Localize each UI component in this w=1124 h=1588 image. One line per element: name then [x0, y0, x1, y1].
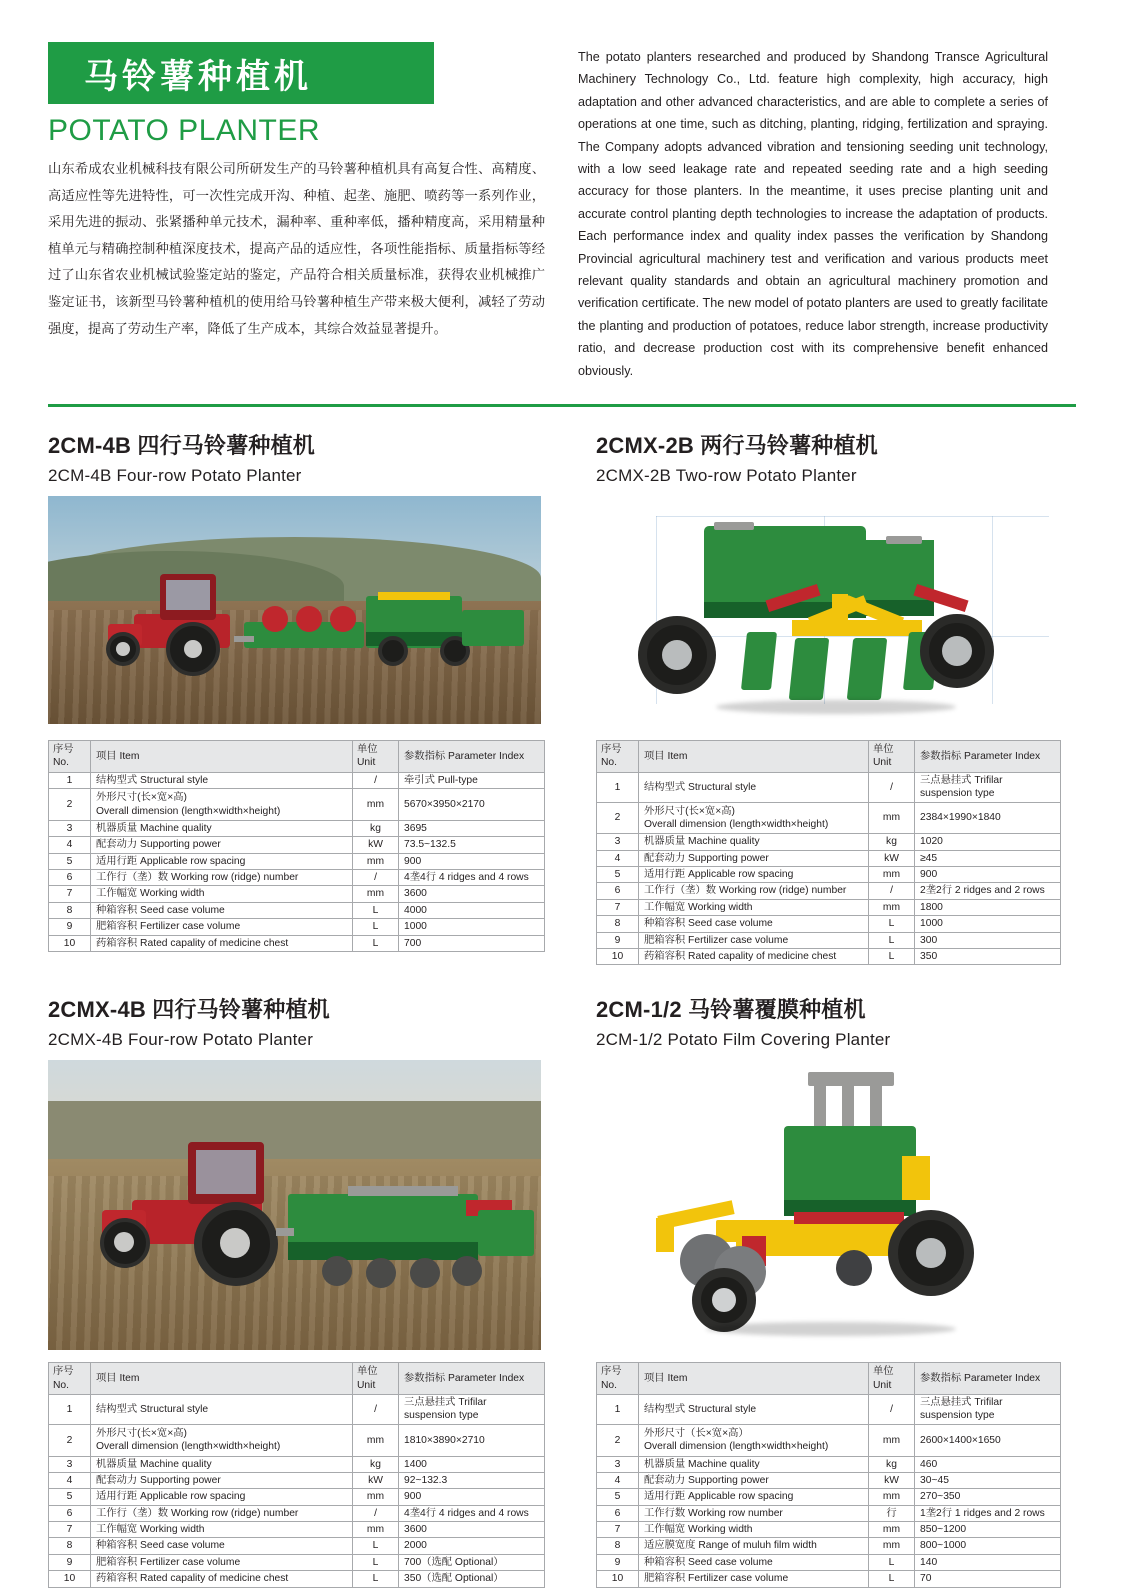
- table-row: [49, 1571, 545, 1587]
- th-unit: 单位 Unit: [353, 741, 399, 773]
- table-row: [597, 1522, 1061, 1538]
- cell-unit: mm: [869, 1424, 915, 1456]
- cell-index: 1垄2行 1 ridges and 2 rows: [915, 1505, 1061, 1521]
- table-header-row: [597, 741, 1061, 773]
- cell-index: 30~45: [915, 1472, 1061, 1488]
- table-row: [49, 870, 545, 886]
- cell-unit: L: [353, 1571, 399, 1587]
- product-title-english: 2CMX-2B Two-row Potato Planter: [596, 466, 857, 486]
- th-no: 序号 No.: [597, 741, 639, 773]
- th-item: 项目 Item: [91, 741, 353, 773]
- cell-unit: mm: [869, 867, 915, 883]
- cell-unit: L: [869, 1554, 915, 1570]
- cell-no: 5: [49, 1489, 91, 1505]
- cell-item: 机器质量 Machine quality: [639, 1456, 869, 1472]
- table-row: [597, 1571, 1061, 1587]
- cell-no: 5: [597, 867, 639, 883]
- th-no: 序号 No.: [49, 741, 91, 773]
- cell-unit: /: [869, 772, 915, 802]
- th-unit: 单位 Unit: [869, 1363, 915, 1395]
- product-title-english: 2CM-1/2 Potato Film Covering Planter: [596, 1030, 891, 1050]
- page-title: 马铃薯种植机: [48, 42, 434, 104]
- cell-index: 1810×3890×2710: [399, 1424, 545, 1456]
- table-row: [597, 1554, 1061, 1570]
- table-row: [597, 1505, 1061, 1521]
- cell-no: 3: [597, 834, 639, 850]
- cell-item: 工作行（垄）数 Working row (ridge) number: [91, 1505, 353, 1521]
- table-row: [49, 820, 545, 836]
- cell-no: 9: [49, 1554, 91, 1570]
- table-row: [597, 1424, 1061, 1456]
- cell-unit: kg: [353, 1456, 399, 1472]
- product-title-english: 2CM-4B Four-row Potato Planter: [48, 466, 302, 486]
- cell-index: 73.5~132.5: [399, 837, 545, 853]
- product-photo-2cmx-2b: [596, 496, 1089, 724]
- cell-no: 6: [49, 1505, 91, 1521]
- table-header-row: [597, 1363, 1061, 1395]
- cell-no: 1: [597, 1395, 639, 1425]
- cell-index: 92~132.3: [399, 1472, 545, 1488]
- cell-item: 配套动力 Supporting power: [639, 1472, 869, 1488]
- cell-index: 800~1000: [915, 1538, 1061, 1554]
- cell-no: 9: [597, 932, 639, 948]
- cell-no: 10: [597, 1571, 639, 1587]
- cell-index: 700: [399, 935, 545, 951]
- cell-no: 4: [49, 837, 91, 853]
- product-2cm-1-2: [596, 993, 1124, 1587]
- cell-no: 6: [597, 883, 639, 899]
- cell-item: 肥箱容积 Fertilizer case volume: [639, 1571, 869, 1587]
- cell-index: 900: [399, 1489, 545, 1505]
- cell-unit: /: [353, 870, 399, 886]
- cell-item: 配套动力 Supporting power: [639, 850, 869, 866]
- product-photo-2cmx-4b: [48, 1060, 541, 1350]
- table-row: [597, 834, 1061, 850]
- cell-item: 肥箱容积 Fertilizer case volume: [639, 932, 869, 948]
- product-title-chinese: 2CM-1/2 马铃薯覆膜种植机: [596, 997, 866, 1023]
- cell-item: 药箱容积 Rated capality of medicine chest: [91, 935, 353, 951]
- cell-item: 配套动力 Supporting power: [91, 1472, 353, 1488]
- table-row: [597, 932, 1061, 948]
- table-row: [49, 837, 545, 853]
- table-row: [597, 916, 1061, 932]
- cell-no: 3: [49, 820, 91, 836]
- cell-item: 机器质量 Machine quality: [639, 834, 869, 850]
- spec-table-2cm-4b: [48, 740, 545, 952]
- table-row: [597, 948, 1061, 964]
- spec-table-2cmx-4b: [48, 1362, 545, 1587]
- cell-item: 工作幅宽 Working width: [639, 1522, 869, 1538]
- cell-unit: mm: [869, 899, 915, 915]
- th-no: 序号 No.: [597, 1363, 639, 1395]
- cell-index: 460: [915, 1456, 1061, 1472]
- cell-unit: L: [353, 935, 399, 951]
- th-unit: 单位 Unit: [353, 1363, 399, 1395]
- cell-index: 1000: [915, 916, 1061, 932]
- cell-index: 4000: [399, 902, 545, 918]
- product-2cm-4b: [48, 429, 576, 965]
- cell-unit: L: [869, 1571, 915, 1587]
- cell-index: 5670×3950×2170: [399, 789, 545, 821]
- cell-index: 140: [915, 1554, 1061, 1570]
- cell-index: 2600×1400×1650: [915, 1424, 1061, 1456]
- cell-no: 9: [49, 919, 91, 935]
- cell-no: 7: [597, 899, 639, 915]
- cell-unit: mm: [869, 1522, 915, 1538]
- product-grid: [0, 429, 1124, 1588]
- cell-no: 1: [597, 772, 639, 802]
- cell-item: [91, 1424, 353, 1456]
- table-row: [597, 883, 1061, 899]
- cell-unit: mm: [869, 1489, 915, 1505]
- table-row: [49, 1538, 545, 1554]
- cell-item: 适用行距 Applicable row spacing: [639, 1489, 869, 1505]
- cell-index: 2垄2行 2 ridges and 2 rows: [915, 883, 1061, 899]
- cell-item-line2: Overall dimension (length×width×height): [96, 805, 281, 817]
- cell-unit: kW: [353, 1472, 399, 1488]
- cell-no: 8: [49, 902, 91, 918]
- cell-item: 适用行距 Applicable row spacing: [91, 1489, 353, 1505]
- cell-no: 2: [597, 802, 639, 834]
- cell-no: 3: [597, 1456, 639, 1472]
- cell-item: 机器质量 Machine quality: [91, 820, 353, 836]
- cell-no: 10: [49, 935, 91, 951]
- table-row: [597, 1489, 1061, 1505]
- cell-item: 工作幅宽 Working width: [91, 886, 353, 902]
- table-row: [49, 789, 545, 821]
- cell-item: 配套动力 Supporting power: [91, 837, 353, 853]
- cell-unit: mm: [353, 1489, 399, 1505]
- cell-index: 3695: [399, 820, 545, 836]
- product-title-chinese: 2CMX-4B 四行马铃薯种植机: [48, 997, 330, 1023]
- cell-item: [91, 789, 353, 821]
- product-photo-2cm-4b: [48, 496, 541, 724]
- table-row: [597, 899, 1061, 915]
- table-header-row: [49, 741, 545, 773]
- cell-unit: /: [353, 1395, 399, 1425]
- cell-unit: /: [353, 1505, 399, 1521]
- cell-no: 7: [49, 886, 91, 902]
- cell-no: 4: [597, 1472, 639, 1488]
- cell-unit: 行: [869, 1505, 915, 1521]
- table-row: [597, 1395, 1061, 1425]
- cell-unit: L: [869, 932, 915, 948]
- cell-index: 3600: [399, 886, 545, 902]
- cell-unit: /: [869, 1395, 915, 1425]
- table-row: [49, 1395, 545, 1425]
- cell-unit: kg: [869, 834, 915, 850]
- cell-unit: kW: [869, 1472, 915, 1488]
- cell-item: 种箱容积 Seed case volume: [91, 1538, 353, 1554]
- cell-no: 9: [597, 1554, 639, 1570]
- cell-no: 2: [49, 1424, 91, 1456]
- table-row: [49, 1505, 545, 1521]
- table-row: [49, 1456, 545, 1472]
- cell-no: 5: [597, 1489, 639, 1505]
- cell-item-line2: Overall dimension (length×width×height): [96, 1441, 281, 1453]
- page-header: [0, 0, 1124, 382]
- cell-index: 700（选配 Optional）: [399, 1554, 545, 1570]
- intro-paragraph-english: The potato planters researched and produced by Shandong Transce Agricultural Machinery Technology Co., Ltd. feature high complexity, high accuracy, high adaptation and other advanced characteristics, and are able to complete a series of operations at one time, such as ditching, planting, ridging, fertilization and spraying. The Company adopts advanced vibration and tensioning seeding unit technology, with a low seed leakage rate and repeated seeding rate and a high seeding accuracy for those planters. In the meantime, it uses precise planting unit and accurate control planting depth technologies to increase the adaptation of products. Each performance index and quality index passes the verification by Shandong Provincial agricultural machinery test and verification and various products meet relevant quality standards and obtain an agricultural machinery promotion and verification certificate. The new model of potato planters are used to greatly facilitate the planting and production of potatoes, reduce labor strength, increase productivity ratio, and decrease production cost with its comprehensive benefit enhanced obviously.: [578, 50, 1048, 378]
- table-row: [49, 1522, 545, 1538]
- intro-paragraph-chinese: 山东希成农业机械科技有限公司所研发生产的马铃薯种植机具有高复合性、高精度、高适应性等先进特性，可一次性完成开沟、种植、起垄、施肥、喷药等一系列作业，采用先进的振动、张紧播种单元技术，漏种率、重种率低，播种精度高，采用精量种植单元与精确控制种植深度技术，提高产品的适应性，各项性能指标、质量指标等经过了山东省农业机械试验鉴定站的鉴定，产品符合相关质量标准，获得农业机械推广鉴定证书，该新型马铃薯种植机的使用给马铃薯种植生产带来极大便利，减轻了劳动强度，提高了劳动生产率，降低了生产成本，其综合效益显著提升。: [48, 161, 545, 336]
- th-no: 序号 No.: [49, 1363, 91, 1395]
- table-row: [597, 850, 1061, 866]
- table-row: [597, 1456, 1061, 1472]
- spec-table-2cmx-2b: [596, 740, 1061, 965]
- cell-index: 900: [399, 853, 545, 869]
- cell-item: 药箱容积 Rated capality of medicine chest: [639, 948, 869, 964]
- cell-index: 270~350: [915, 1489, 1061, 1505]
- cell-no: 6: [597, 1505, 639, 1521]
- th-index: 参数指标 Parameter Index: [399, 741, 545, 773]
- cell-no: 8: [49, 1538, 91, 1554]
- cell-index: 牵引式 Pull-type: [399, 772, 545, 788]
- cell-unit: mm: [869, 802, 915, 834]
- table-header-row: [49, 1363, 545, 1395]
- cell-item-line1: 外形尺寸(长×宽×高): [96, 1427, 187, 1439]
- th-item: 项目 Item: [639, 1363, 869, 1395]
- product-photo-2cm-1-2: [596, 1060, 1089, 1350]
- cell-index: 2000: [399, 1538, 545, 1554]
- cell-item-line2: Overall dimension (length×width×height): [644, 818, 829, 830]
- cell-unit: mm: [353, 853, 399, 869]
- cell-no: 1: [49, 1395, 91, 1425]
- cell-unit: /: [353, 772, 399, 788]
- table-row: [49, 1472, 545, 1488]
- cell-item-line1: 外形尺寸（长×宽×高）: [644, 1427, 749, 1439]
- cell-no: 2: [597, 1424, 639, 1456]
- table-row: [597, 802, 1061, 834]
- cell-unit: /: [869, 883, 915, 899]
- table-row: [49, 1489, 545, 1505]
- header-left-column: [48, 42, 548, 382]
- cell-index: 1000: [399, 919, 545, 935]
- cell-no: 3: [49, 1456, 91, 1472]
- cell-index: 4垄4行 4 ridges and 4 rows: [399, 1505, 545, 1521]
- table-row: [597, 867, 1061, 883]
- th-item: 项目 Item: [639, 741, 869, 773]
- table-row: [49, 886, 545, 902]
- th-item: 项目 Item: [91, 1363, 353, 1395]
- cell-unit: kg: [869, 1456, 915, 1472]
- cell-item-line1: 外形尺寸(长×宽×高): [96, 792, 187, 804]
- cell-index: 3600: [399, 1522, 545, 1538]
- product-title-english: 2CMX-4B Four-row Potato Planter: [48, 1030, 314, 1050]
- cell-item: 药箱容积 Rated capality of medicine chest: [91, 1571, 353, 1587]
- cell-index: 1020: [915, 834, 1061, 850]
- cell-item: 肥箱容积 Fertilizer case volume: [91, 1554, 353, 1570]
- cell-unit: L: [353, 902, 399, 918]
- table-row: [49, 772, 545, 788]
- cell-item: 种箱容积 Seed case volume: [639, 916, 869, 932]
- table-row: [49, 935, 545, 951]
- cell-no: 4: [597, 850, 639, 866]
- cell-item: 适应膜宽度 Range of muluh film width: [639, 1538, 869, 1554]
- cell-item: 结构型式 Structural style: [639, 1395, 869, 1425]
- table-row: [597, 1538, 1061, 1554]
- cell-item: 结构型式 Structural style: [91, 772, 353, 788]
- cell-index: 4垄4行 4 ridges and 4 rows: [399, 870, 545, 886]
- cell-item: 适用行距 Applicable row spacing: [91, 853, 353, 869]
- table-row: [49, 919, 545, 935]
- cell-index: ≥45: [915, 850, 1061, 866]
- cell-index: 300: [915, 932, 1061, 948]
- cell-unit: mm: [353, 886, 399, 902]
- cell-index: 三点悬挂式 Trifilar suspension type: [399, 1395, 545, 1425]
- table-row: [597, 772, 1061, 802]
- cell-item-line1: 外形尺寸(长×宽×高): [644, 805, 735, 817]
- cell-item: 机器质量 Machine quality: [91, 1456, 353, 1472]
- cell-unit: kW: [353, 837, 399, 853]
- cell-unit: L: [353, 919, 399, 935]
- cell-item: 工作幅宽 Working width: [91, 1522, 353, 1538]
- cell-item: 工作幅宽 Working width: [639, 899, 869, 915]
- th-index: 参数指标 Parameter Index: [915, 741, 1061, 773]
- cell-index: 70: [915, 1571, 1061, 1587]
- cell-unit: mm: [353, 1424, 399, 1456]
- cell-item: [639, 802, 869, 834]
- cell-index: 350: [915, 948, 1061, 964]
- cell-index: 三点悬挂式 Trifilar suspension type: [915, 1395, 1061, 1425]
- cell-item: 结构型式 Structural style: [91, 1395, 353, 1425]
- cell-index: 350（选配 Optional）: [399, 1571, 545, 1587]
- cell-unit: L: [869, 916, 915, 932]
- cell-index: 900: [915, 867, 1061, 883]
- table-row: [49, 853, 545, 869]
- cell-no: 10: [597, 948, 639, 964]
- cell-no: 2: [49, 789, 91, 821]
- cell-item: [639, 1424, 869, 1456]
- cell-item: 工作行数 Working row number: [639, 1505, 869, 1521]
- cell-no: 10: [49, 1571, 91, 1587]
- cell-unit: mm: [353, 1522, 399, 1538]
- cell-unit: kg: [353, 820, 399, 836]
- cell-item: 结构型式 Structural style: [639, 772, 869, 802]
- table-row: [597, 1472, 1061, 1488]
- product-title-chinese: 2CM-4B 四行马铃薯种植机: [48, 433, 316, 459]
- cell-item-line2: Overall dimension (length×width×height): [644, 1441, 829, 1453]
- cell-item: 适用行距 Applicable row spacing: [639, 867, 869, 883]
- cell-unit: mm: [353, 789, 399, 821]
- cell-index: 850~1200: [915, 1522, 1061, 1538]
- cell-no: 1: [49, 772, 91, 788]
- cell-item: 种箱容积 Seed case volume: [91, 902, 353, 918]
- cell-unit: L: [353, 1554, 399, 1570]
- section-divider: [48, 404, 1076, 407]
- cell-index: 1800: [915, 899, 1061, 915]
- page-title-english: POTATO PLANTER: [48, 114, 321, 147]
- cell-unit: mm: [869, 1538, 915, 1554]
- cell-no: 6: [49, 870, 91, 886]
- th-index: 参数指标 Parameter Index: [399, 1363, 545, 1395]
- cell-item: 种箱容积 Seed case volume: [639, 1554, 869, 1570]
- cell-no: 5: [49, 853, 91, 869]
- cell-item: 肥箱容积 Fertilizer case volume: [91, 919, 353, 935]
- cell-item: 工作行（垄）数 Working row (ridge) number: [639, 883, 869, 899]
- cell-unit: kW: [869, 850, 915, 866]
- product-title-chinese: 2CMX-2B 两行马铃薯种植机: [596, 433, 878, 459]
- cell-unit: L: [869, 948, 915, 964]
- cell-no: 4: [49, 1472, 91, 1488]
- cell-index: 三点悬挂式 Trifilar suspension type: [915, 772, 1061, 802]
- cell-no: 8: [597, 916, 639, 932]
- th-index: 参数指标 Parameter Index: [915, 1363, 1061, 1395]
- cell-unit: L: [353, 1538, 399, 1554]
- cell-no: 7: [49, 1522, 91, 1538]
- cell-index: 1400: [399, 1456, 545, 1472]
- table-row: [49, 1554, 545, 1570]
- th-unit: 单位 Unit: [869, 741, 915, 773]
- cell-no: 8: [597, 1538, 639, 1554]
- cell-item: 工作行（垄）数 Working row (ridge) number: [91, 870, 353, 886]
- cell-index: 2384×1990×1840: [915, 802, 1061, 834]
- product-2cmx-2b: [596, 429, 1124, 965]
- product-2cmx-4b: [48, 993, 576, 1587]
- spec-table-2cm-1-2: [596, 1362, 1061, 1587]
- cell-no: 7: [597, 1522, 639, 1538]
- table-row: [49, 1424, 545, 1456]
- table-row: [49, 902, 545, 918]
